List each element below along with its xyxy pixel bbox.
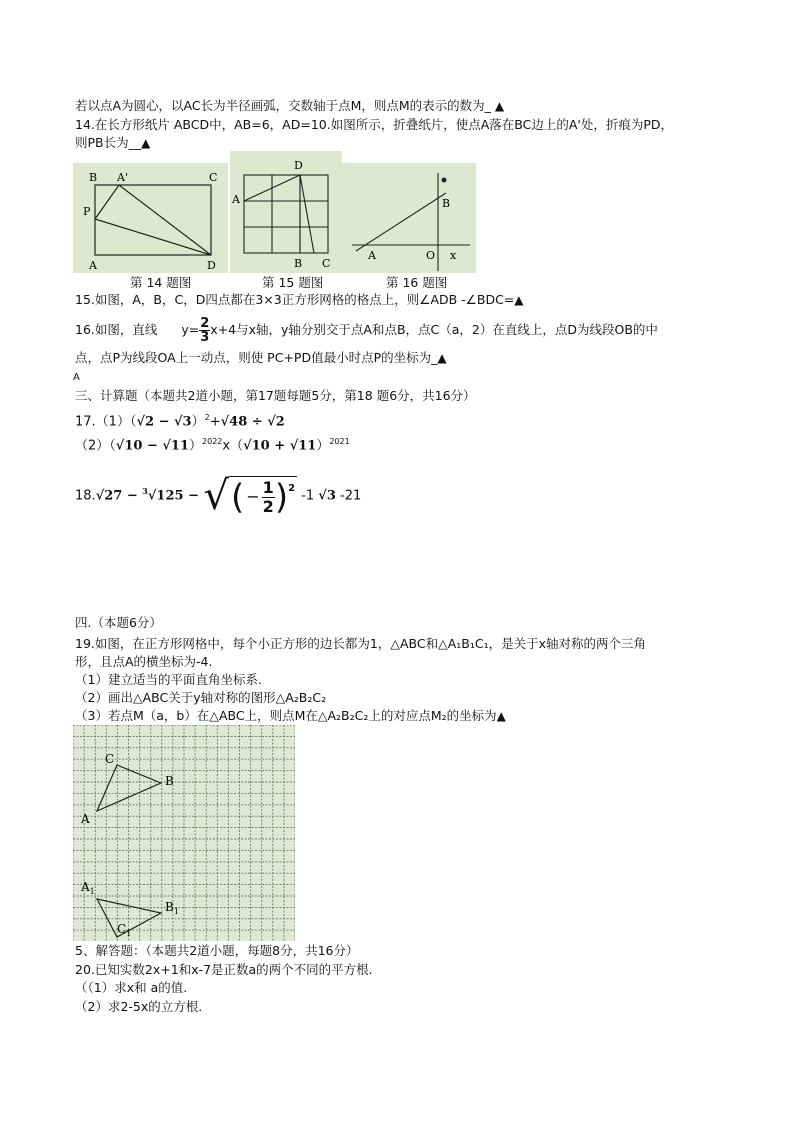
fig14-label-B: B bbox=[89, 171, 98, 184]
fig16-label-O: O bbox=[426, 249, 436, 262]
fig19-label-C: C bbox=[105, 752, 115, 766]
fig14-label-D: D bbox=[207, 259, 216, 272]
fig14-label-P: P bbox=[83, 205, 91, 218]
big-radical-icon: √ bbox=[203, 472, 229, 519]
fig14-label-A: A bbox=[89, 259, 97, 272]
q19-part3: （3）若点M（a，b）在△ABC上，则点M在△A₂B₂C₂上的对应点M₂的坐标为▲ bbox=[75, 708, 506, 723]
q17-part1: $17.(1)(√2 - √3)^2+√48 \div √2$ bbox=[75, 413, 285, 430]
answer-triangle-icon: ▲ bbox=[514, 293, 524, 307]
fig19-label-B: B bbox=[165, 774, 174, 788]
fig14-label-A1: A' bbox=[117, 171, 128, 184]
q16-line1: 16.如图，直线 y= $\frac{2}{3}$ x+4与x轴，y轴分别交于点A和点B，点C（a，2）在直线上，点D为线段OB的中 bbox=[75, 316, 658, 345]
q13-tail: 若以点A为圆心，以AC长为半径画弧，交数轴于点M，则点M的表示的数为_ ▲ bbox=[75, 98, 505, 113]
section-5-heading: 5、解答题：（本题共2道小题，每题8分，共16分） bbox=[75, 943, 359, 958]
fig19-label-A1: $A_1$ bbox=[81, 880, 95, 896]
stray-letter: A bbox=[73, 372, 80, 383]
fig15-label-D: D bbox=[294, 159, 303, 172]
caption-fig14: 第 14 题图 bbox=[130, 275, 192, 290]
q14-line2: 则PB长为__▲ bbox=[75, 135, 151, 150]
section-3-heading: 三、计算题（本题共2道小题，第17题每题5分，第18 题6分，共16分） bbox=[75, 388, 476, 403]
fig16-label-A: A bbox=[368, 249, 376, 262]
fig19-label-C1: $C_1$ bbox=[117, 922, 132, 938]
caption-fig15: 第 15 题图 bbox=[262, 275, 324, 290]
fraction-2-3: $\frac{2}{3}$ bbox=[200, 316, 210, 345]
section-4-heading: 四.（本题6分） bbox=[75, 615, 162, 630]
figure-15 bbox=[230, 151, 342, 273]
fig19-label-B1: $B_1$ bbox=[165, 900, 179, 916]
q20-part2: （2）求2-5x的立方根. bbox=[75, 999, 203, 1014]
q15: 15.如图，A，B，C，D四点都在3×3正方形网格的格点上，则∠ADB -∠BDC=▲ bbox=[75, 292, 524, 307]
answer-triangle-icon: ▲ bbox=[141, 136, 151, 150]
fig16-label-B: B bbox=[442, 197, 451, 210]
q17-part2: $(2)(√10 - √11)^{2022}x(√10 + √11)^{2021}$ bbox=[75, 437, 350, 454]
answer-triangle-icon: ▲ bbox=[494, 99, 505, 113]
figure-16 bbox=[342, 163, 476, 273]
fig19-label-A: A bbox=[81, 812, 90, 826]
q19-part2: （2）画出△ABC关于y轴对称的图形△A₂B₂C₂ bbox=[75, 690, 327, 705]
q16-line2: 点，点P为线段OA上一动点，则使 PC+PD值最小时点P的坐标为_▲ bbox=[75, 350, 447, 365]
q20-part1: （（1）求x和 a的值. bbox=[75, 980, 188, 995]
radicand: ( − $\frac{1}{2}$ )$^2$ bbox=[231, 477, 296, 518]
caption-fig16: 第 16 题图 bbox=[386, 275, 448, 290]
q19-part1: （1）建立适当的平面直角坐标系. bbox=[75, 672, 262, 687]
q19-line2: 形，且点A的横坐标为-4. bbox=[75, 654, 213, 669]
q18: 18.√27 − $^3$√125 − √( − $\frac{1}{2}$ )$^2$ -1 √3 -21 bbox=[75, 456, 361, 526]
q19-line1: 19.如图，在正方形网格中，每个小正方形的边长都为1，△ABC和△A₁B₁C₁，是关于x轴对称的两个三角 bbox=[75, 636, 646, 651]
fig15-label-A: A bbox=[232, 193, 240, 206]
q20-stem: 20.已知实数2x+1和x-7是正数a的两个不同的平方根. bbox=[75, 962, 373, 977]
fig15-label-B: B bbox=[294, 257, 303, 270]
answer-triangle-icon: ▲ bbox=[496, 709, 506, 723]
figure-14 bbox=[73, 163, 228, 273]
fig15-label-C: C bbox=[322, 257, 331, 270]
q14-line1: 14.在长方形纸片 ABCD中，AB=6，AD=10.如图所示，折叠纸片，使点A落在BC边上的A'处，折痕为PD， bbox=[75, 117, 673, 132]
answer-triangle-icon: ▲ bbox=[437, 351, 447, 365]
figure-19-grid bbox=[73, 725, 295, 941]
fraction-1-2: $\frac{1}{2}$ bbox=[262, 477, 274, 516]
fig16-label-x: x bbox=[450, 249, 457, 262]
fig14-label-C: C bbox=[209, 171, 218, 184]
